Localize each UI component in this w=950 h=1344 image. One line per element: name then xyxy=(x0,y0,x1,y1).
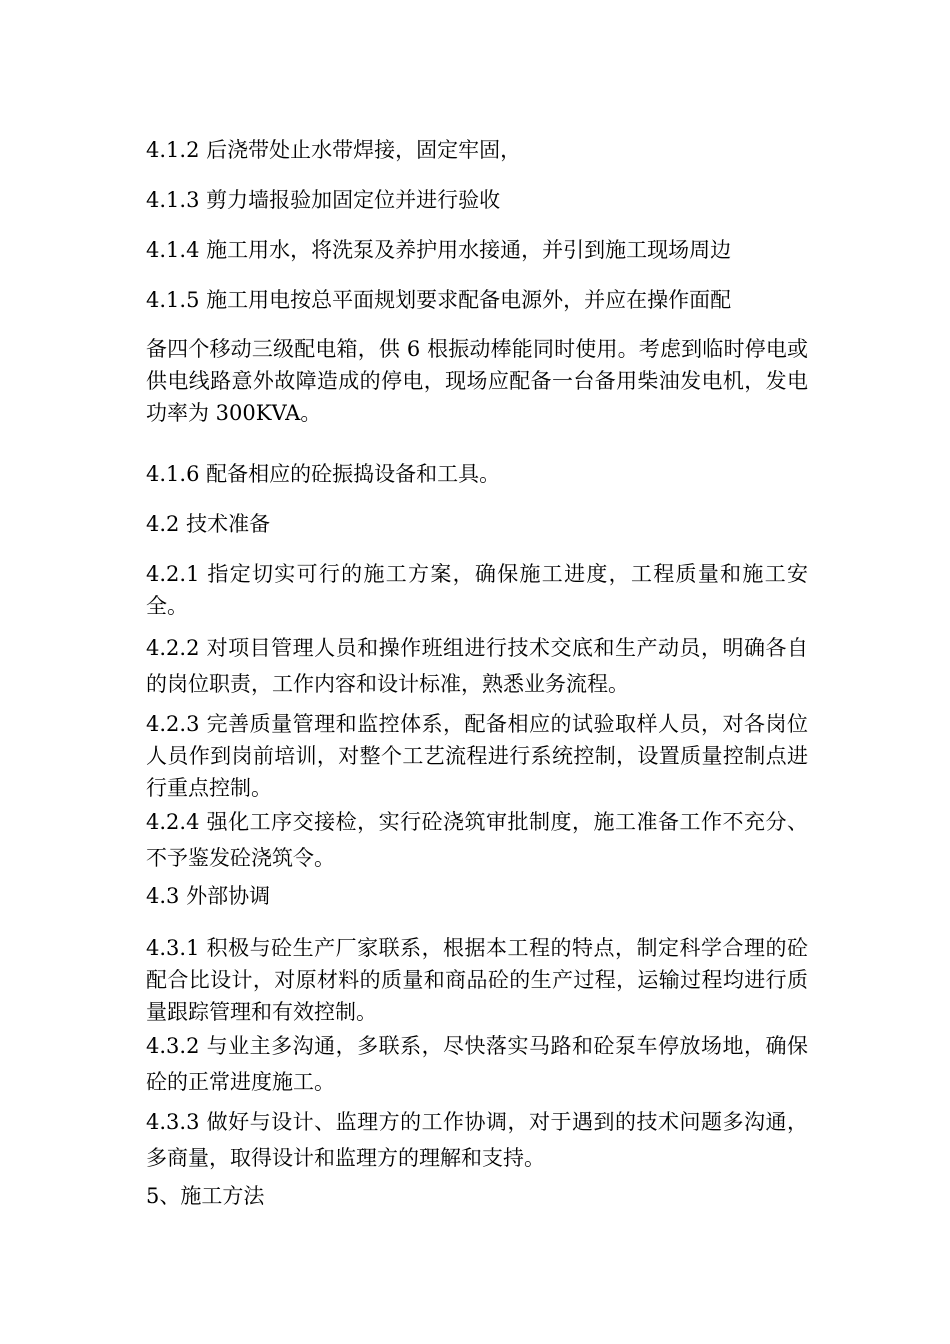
section-heading-4-3: 4.3 外部协调 xyxy=(146,884,271,908)
paragraph-4-1-6: 4.1.6 配备相应的砼振捣设备和工具。 xyxy=(146,462,501,486)
section-heading-4-2: 4.2 技术准备 xyxy=(146,512,271,536)
paragraph-4-3-3: 4.3.3 做好与设计、监理方的工作协调，对于遇到的技术问题多沟通，多商量，取得设计和监理方的理解和支持。 xyxy=(146,1110,808,1170)
paragraph-4-1-4: 4.1.4 施工用水，将洗泵及养护用水接通，并引到施工现场周边 xyxy=(146,238,732,262)
paragraph-4-2-2: 4.2.2 对项目管理人员和操作班组进行技术交底和生产动员，明确各自的岗位职责，工作内容和设计标准，熟悉业务流程。 xyxy=(146,636,808,696)
section-heading-5: 5、施工方法 xyxy=(146,1184,265,1208)
paragraph-4-1-5-continued: 备四个移动三级配电箱，供 6 根振动棒能同时使用。考虑到临时停电或供电线路意外故障造成的停电，现场应配备一台备用柴油发电机，发电功率为 300KVA。 xyxy=(146,337,808,425)
paragraph-4-1-2: 4.1.2 后浇带处止水带焊接，固定牢固， xyxy=(146,138,522,162)
paragraph-4-3-2: 4.3.2 与业主多沟通，多联系，尽快落实马路和砼泵车停放场地，确保砼的正常进度施工。 xyxy=(146,1034,808,1094)
paragraph-4-3-1: 4.3.1 积极与砼生产厂家联系，根据本工程的特点，制定科学合理的砼配合比设计，对原材料的质量和商品砼的生产过程，运输过程均进行质量跟踪管理和有效控制。 xyxy=(146,936,808,1024)
paragraph-4-2-1: 4.2.1 指定切实可行的施工方案，确保施工进度，工程质量和施工安全。 xyxy=(146,562,808,618)
paragraph-4-2-3: 4.2.3 完善质量管理和监控体系，配备相应的试验取样人员，对各岗位人员作到岗前培训，对整个工艺流程进行系统控制，设置质量控制点进行重点控制。 xyxy=(146,712,808,800)
paragraph-4-1-5: 4.1.5 施工用电按总平面规划要求配备电源外，并应在操作面配 xyxy=(146,288,732,312)
paragraph-4-2-4: 4.2.4 强化工序交接检，实行砼浇筑审批制度，施工准备工作不充分、不予鉴发砼浇筑令。 xyxy=(146,810,808,870)
paragraph-4-1-3: 4.1.3 剪力墙报验加固定位并进行验收 xyxy=(146,188,501,212)
